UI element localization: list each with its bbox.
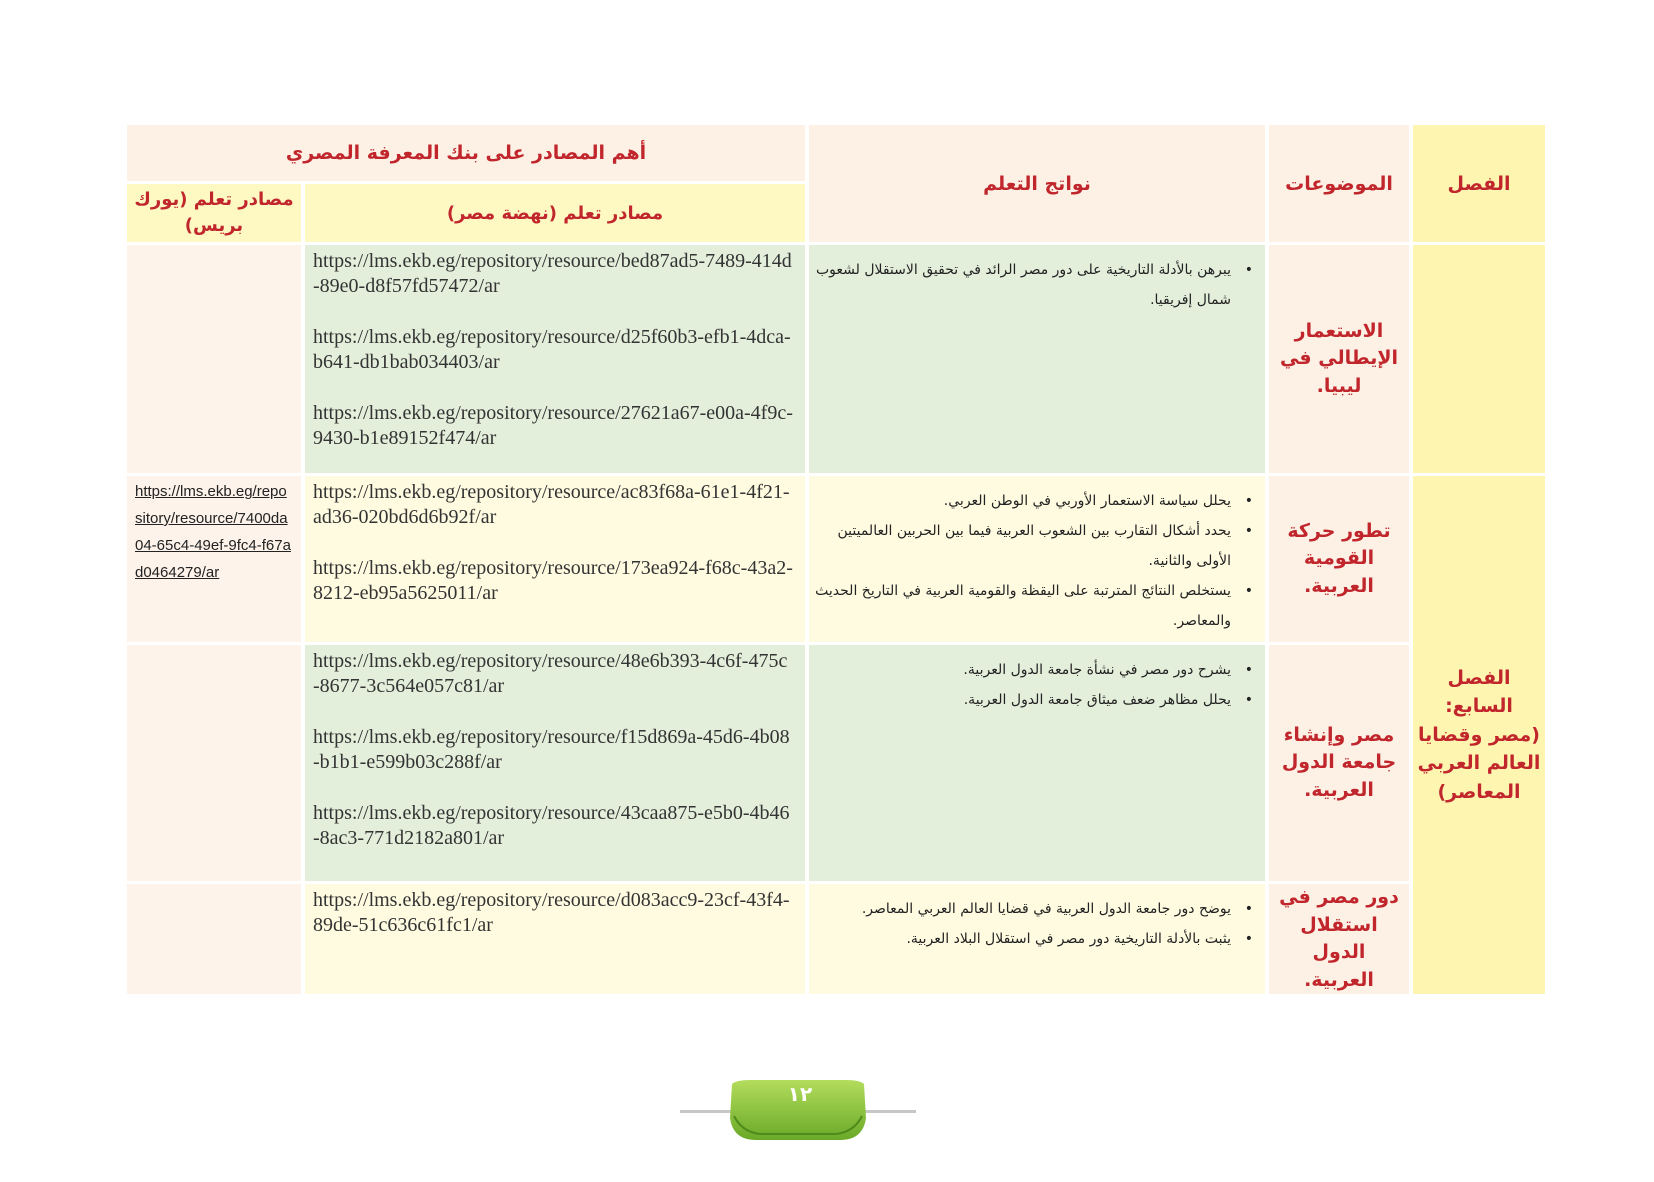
resource-link[interactable]: https://lms.ekb.eg/repository/resource/bed87ad5-7489-414d-89e0-d8f57fd57472/ar	[313, 250, 792, 297]
outcome-item: • يوضح دور جامعة الدول العربية في قضايا العالم العربي المعاصر.	[815, 894, 1231, 924]
york-link[interactable]: https://lms.ekb.eg/repository/resource/7400da04-65c4-49ef-9fc4-f67ad0464279/ar	[135, 483, 291, 581]
table-row	[127, 884, 1545, 994]
links-cell	[305, 476, 805, 642]
resource-link[interactable]: https://lms.ekb.eg/repository/resource/27621a67-e00a-4f9c-9430-b1e89152f474/ar	[313, 402, 793, 449]
header-sources-nahdet: مصادر تعلم (نهضة مصر)	[305, 184, 805, 242]
resource-link[interactable]: https://lms.ekb.eg/repository/resource/f15d869a-45d6-4b08-b1b1-e599b03c288f/ar	[313, 726, 790, 773]
header-sources-york: مصادر تعلم (يورك بريس)	[127, 184, 301, 242]
york-cell	[127, 884, 301, 994]
outcome-item: • يستخلص النتائج المترتبة على اليقظة والقومية العربية في التاريخ الحديث والمعاصر.	[815, 576, 1231, 636]
resource-link[interactable]: https://lms.ekb.eg/repository/resource/ac83f68a-61e1-4f21-ad36-020bd6d6b92f/ar	[313, 481, 790, 528]
york-cell	[127, 245, 301, 473]
outcome-item: • يشرح دور مصر في نشأة جامعة الدول العربية.	[815, 655, 1231, 685]
topic-cell: الاستعمار الإيطالي في ليبيا.	[1269, 245, 1409, 473]
table-row	[127, 476, 1545, 642]
outcomes-cell	[809, 884, 1265, 994]
york-cell	[127, 645, 301, 881]
header-chapter: الفصل	[1413, 125, 1545, 242]
topic-cell: مصر وإنشاء جامعة الدول العربية.	[1269, 645, 1409, 881]
topic-cell: تطور حركة القومية العربية.	[1269, 476, 1409, 642]
header-outcomes: نواتج التعلم	[809, 125, 1265, 242]
topic-cell: دور مصر في استقلال الدول العربية.	[1269, 884, 1409, 994]
outcomes-cell	[809, 476, 1265, 642]
resource-link[interactable]: https://lms.ekb.eg/repository/resource/d25f60b3-efb1-4dca-b641-db1bab034403/ar	[313, 326, 791, 373]
outcome-item: • يبرهن بالأدلة التاريخية على دور مصر الرائد في تحقيق الاستقلال لشعوب شمال إفريقيا.	[815, 255, 1231, 315]
chapter-title: الفصل السابع: (مصر وقضايا العالم العربي المعاصر)	[1413, 476, 1545, 994]
york-cell	[127, 476, 301, 642]
resource-link[interactable]: https://lms.ekb.eg/repository/resource/48e6b393-4c6f-475c-8677-3c564e057c81/ar	[313, 650, 788, 697]
links-cell	[305, 645, 805, 881]
header-sources-group: أهم المصادر على بنك المعرفة المصري	[127, 125, 805, 181]
outcome-item: • يحدد أشكال التقارب بين الشعوب العربية فيما بين الحربين العالميتين الأولى والثانية.	[815, 516, 1231, 576]
resource-link[interactable]: https://lms.ekb.eg/repository/resource/d083acc9-23cf-43f4-89de-51c636c61fc1/ar	[313, 889, 790, 936]
outcomes-cell	[809, 245, 1265, 473]
resource-link[interactable]: https://lms.ekb.eg/repository/resource/173ea924-f68c-43a2-8212-eb95a5625011/ar	[313, 557, 793, 604]
curriculum-table	[123, 122, 1549, 997]
table-row	[127, 645, 1545, 881]
header-topics: الموضوعات	[1269, 125, 1409, 242]
outcomes-cell	[809, 645, 1265, 881]
resource-link[interactable]: https://lms.ekb.eg/repository/resource/43caa875-e5b0-4b46-8ac3-771d2182a801/ar	[313, 802, 790, 849]
page-number: ١٢	[787, 1082, 813, 1106]
links-cell	[305, 884, 805, 994]
chapter-cell-empty	[1413, 245, 1545, 473]
table-row	[127, 245, 1545, 473]
outcome-item: • يحلل سياسة الاستعمار الأوربي في الوطن العربي.	[815, 486, 1231, 516]
outcome-item: • يثبت بالأدلة التاريخية دور مصر في استقلال البلاد العربية.	[815, 924, 1231, 954]
outcome-item: • يحلل مظاهر ضعف ميثاق جامعة الدول العربية.	[815, 685, 1231, 715]
links-cell	[305, 245, 805, 473]
